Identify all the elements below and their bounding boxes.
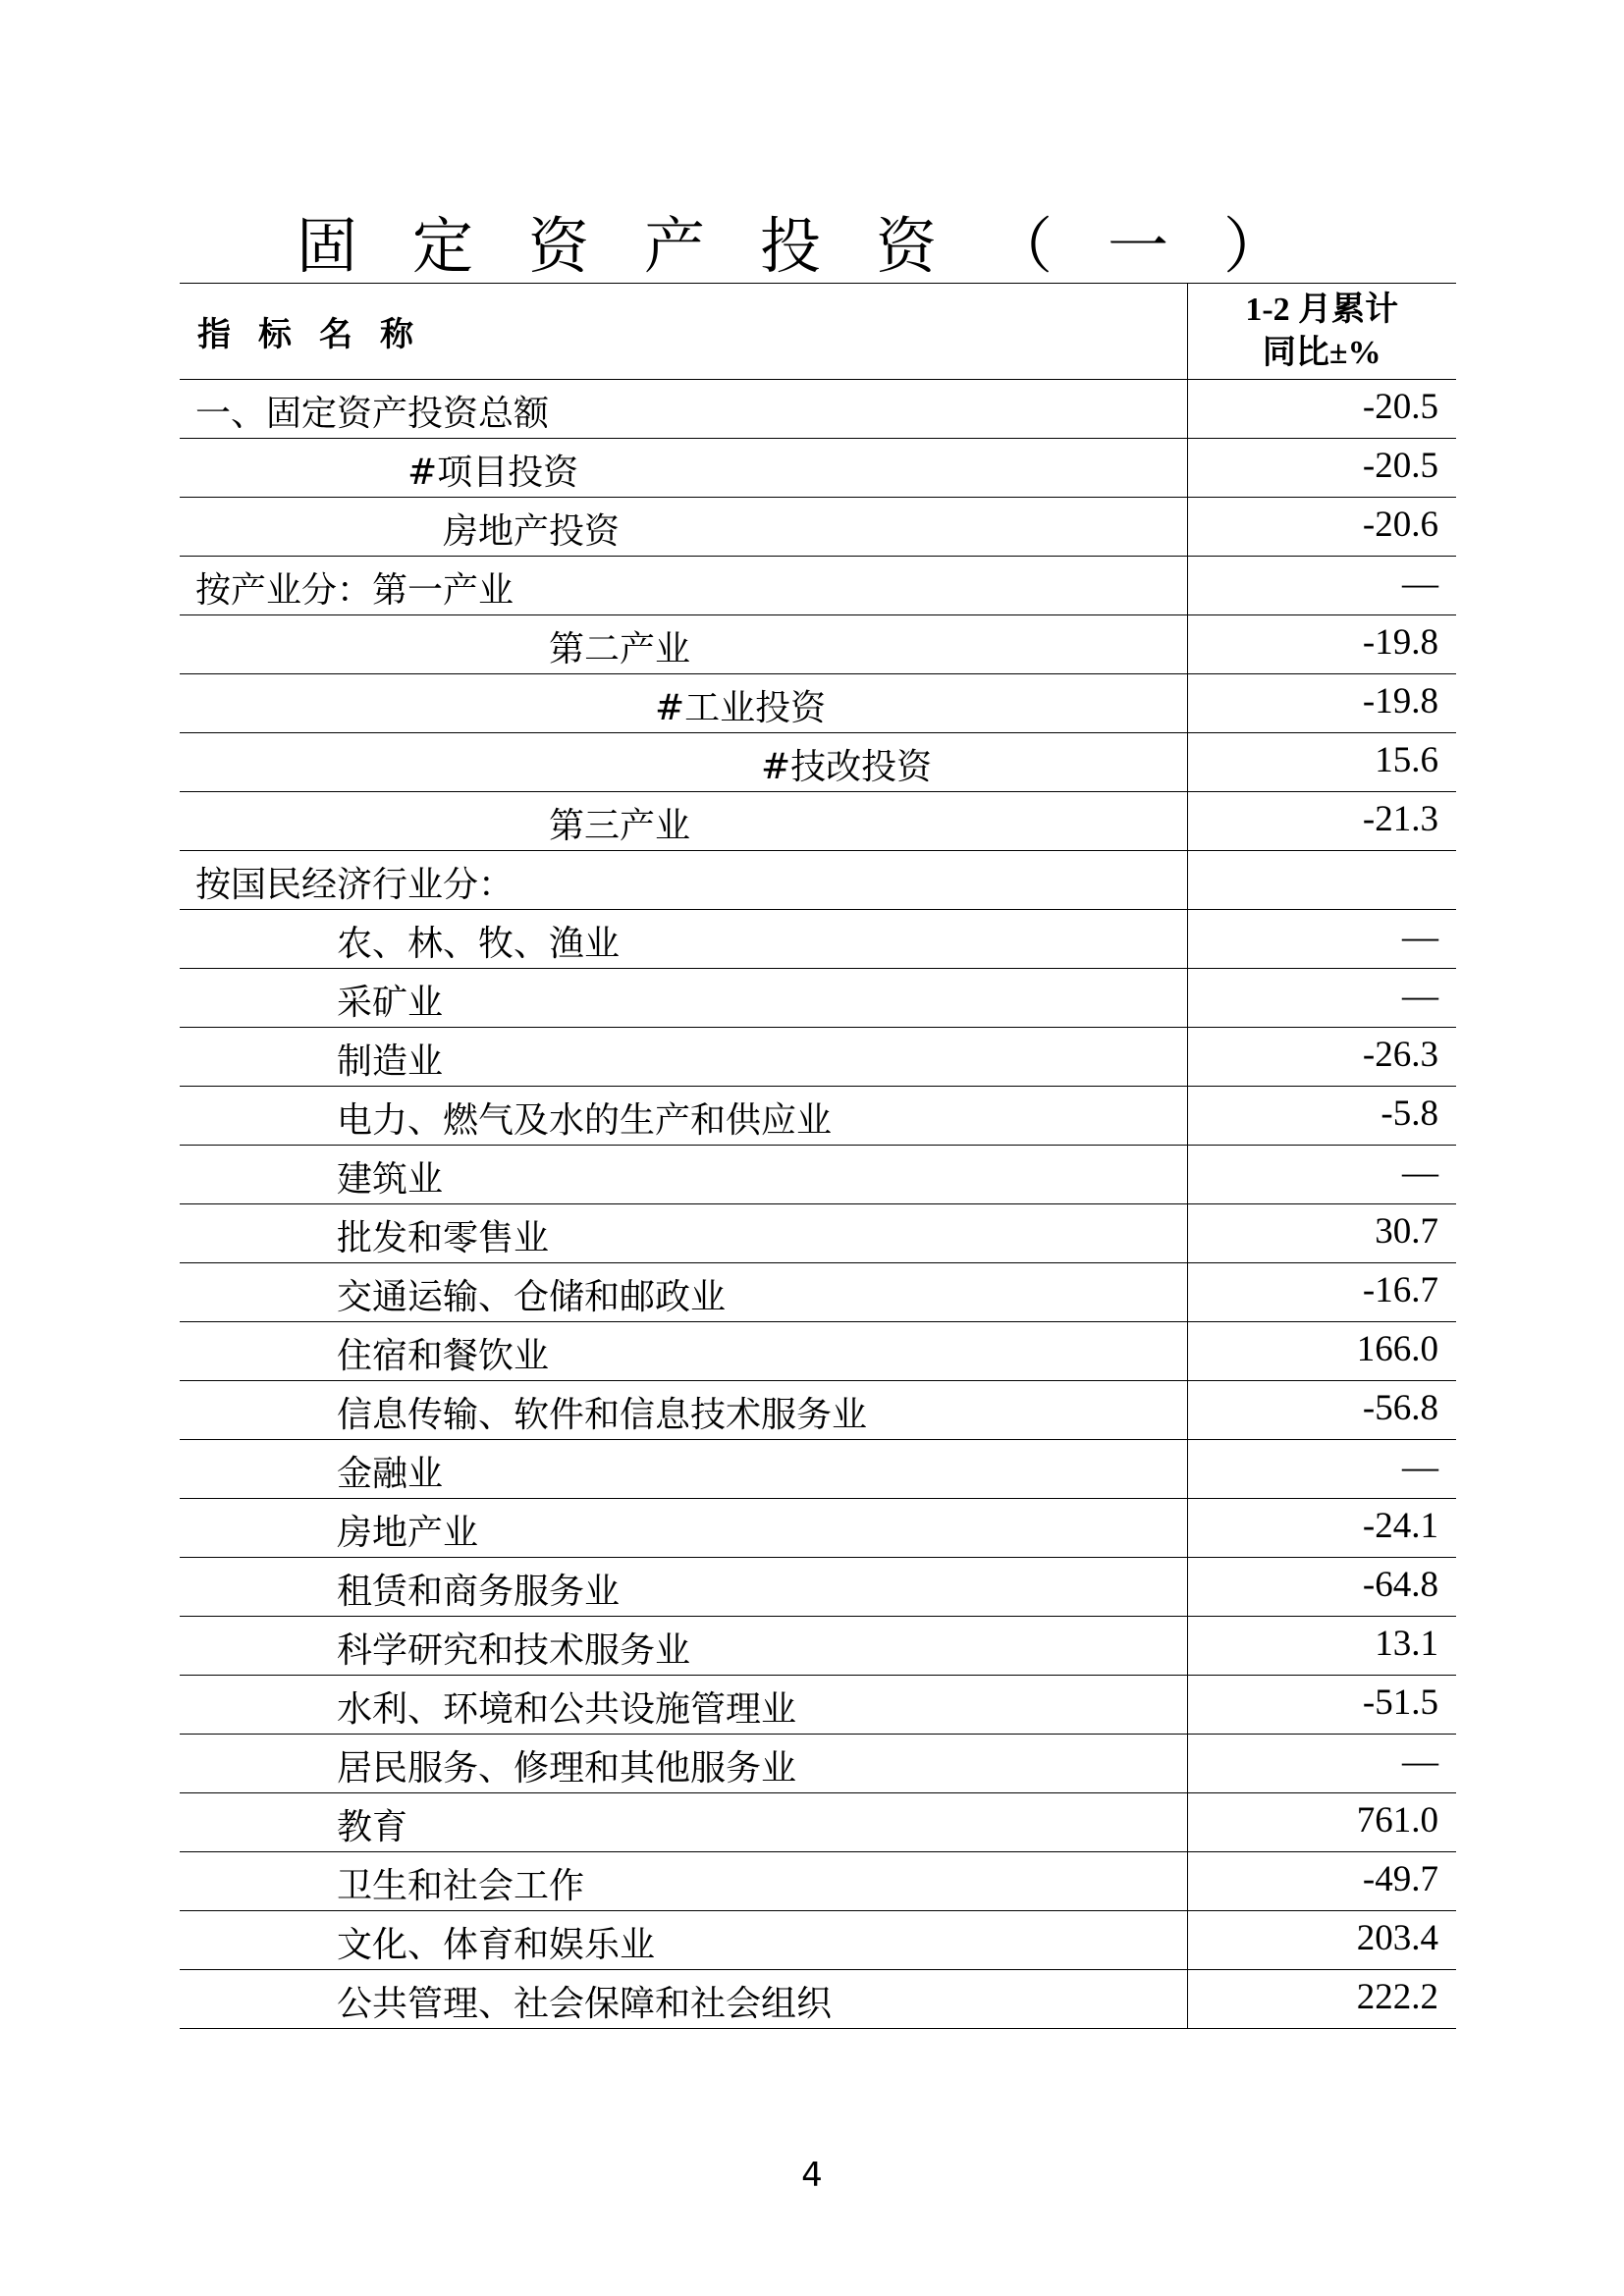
table-row	[180, 1676, 1456, 1735]
indicator-value: -21.3	[1187, 792, 1456, 851]
table-row	[180, 439, 1456, 498]
indicator-name-text: 卫生和社会工作	[337, 1866, 585, 1906]
indicator-value: -19.8	[1187, 674, 1456, 733]
indicator-value: -20.5	[1187, 439, 1456, 498]
indicator-name-text: 建筑业	[337, 1159, 444, 1200]
indicator-name	[180, 557, 1187, 615]
indicator-name-text: 一、固定资产投资总额	[195, 394, 550, 434]
indicator-value: 30.7	[1187, 1204, 1456, 1263]
indicator-name-text: 第二产业	[549, 629, 691, 669]
indicator-name-text: 房地产业	[337, 1513, 479, 1553]
indicator-name	[180, 1263, 1187, 1322]
table-header-row	[180, 284, 1456, 380]
table-row	[180, 1793, 1456, 1852]
table-row	[180, 851, 1456, 910]
indicator-name	[180, 674, 1187, 733]
indicator-value: -24.1	[1187, 1499, 1456, 1558]
indicator-name-text: 农、林、牧、渔业	[337, 924, 621, 964]
indicator-name-text: 电力、燃气及水的生产和供应业	[337, 1100, 833, 1141]
indicator-name	[180, 1499, 1187, 1558]
indicator-name-text: 金融业	[337, 1454, 444, 1494]
table-row	[180, 1911, 1456, 1970]
table-row	[180, 380, 1456, 439]
indicator-name	[180, 1322, 1187, 1381]
indicator-name-text: #工业投资	[655, 688, 827, 728]
indicator-name	[180, 439, 1187, 498]
indicator-value: -20.5	[1187, 380, 1456, 439]
table-row	[180, 615, 1456, 674]
indicator-name	[180, 1911, 1187, 1970]
indicator-name-text: 文化、体育和娱乐业	[337, 1925, 656, 1965]
indicator-name	[180, 1852, 1187, 1911]
indicator-name	[180, 1440, 1187, 1499]
indicator-value: -49.7	[1187, 1852, 1456, 1911]
indicator-value: -5.8	[1187, 1087, 1456, 1146]
indicator-name	[180, 1028, 1187, 1087]
indicator-name-text: 教育	[337, 1807, 408, 1847]
indicator-name	[180, 1793, 1187, 1852]
indicator-name	[180, 1735, 1187, 1793]
indicator-name	[180, 733, 1187, 792]
indicator-name	[180, 1381, 1187, 1440]
indicator-value: -19.8	[1187, 615, 1456, 674]
indicator-value: -56.8	[1187, 1381, 1456, 1440]
indicator-name	[180, 792, 1187, 851]
indicator-value: —	[1187, 1146, 1456, 1204]
indicator-name	[180, 1087, 1187, 1146]
indicator-name	[180, 910, 1187, 969]
indicator-name-text: 水利、环境和公共设施管理业	[337, 1689, 797, 1730]
indicator-name-text: 住宿和餐饮业	[337, 1336, 550, 1376]
table-row	[180, 1499, 1456, 1558]
table-row	[180, 498, 1456, 557]
indicator-value: —	[1187, 557, 1456, 615]
table-row	[180, 1617, 1456, 1676]
indicator-name	[180, 498, 1187, 557]
table-row	[180, 557, 1456, 615]
indicator-value: —	[1187, 910, 1456, 969]
indicator-name-text: 居民服务、修理和其他服务业	[337, 1748, 797, 1789]
table-row	[180, 1970, 1456, 2029]
indicator-value: —	[1187, 1440, 1456, 1499]
table-row	[180, 1087, 1456, 1146]
indicator-name-text: 制造业	[337, 1041, 444, 1082]
table-row	[180, 1735, 1456, 1793]
indicator-name-text: 按产业分：第一产业	[195, 570, 514, 611]
indicator-value	[1187, 851, 1456, 910]
indicator-value: -51.5	[1187, 1676, 1456, 1735]
table-row	[180, 1028, 1456, 1087]
indicator-name-text: 公共管理、社会保障和社会组织	[337, 1984, 833, 2024]
indicator-value: -16.7	[1187, 1263, 1456, 1322]
table-row	[180, 1852, 1456, 1911]
investment-table	[180, 283, 1456, 2029]
indicator-name-text: 批发和零售业	[337, 1218, 550, 1258]
table-row	[180, 792, 1456, 851]
indicator-value: -20.6	[1187, 498, 1456, 557]
indicator-value: —	[1187, 1735, 1456, 1793]
header-indicator-name: 指标名称	[180, 284, 1187, 380]
table-row	[180, 733, 1456, 792]
header-value	[1187, 284, 1456, 380]
table-row	[180, 1322, 1456, 1381]
indicator-value: 166.0	[1187, 1322, 1456, 1381]
indicator-name	[180, 969, 1187, 1028]
indicator-name-text: #项目投资	[407, 453, 579, 493]
table-row	[180, 1204, 1456, 1263]
indicator-value: 203.4	[1187, 1911, 1456, 1970]
table-body	[180, 284, 1456, 2029]
indicator-name	[180, 615, 1187, 674]
table-row	[180, 969, 1456, 1028]
indicator-name-text: 采矿业	[337, 983, 444, 1023]
table-row	[180, 1263, 1456, 1322]
indicator-name	[180, 1970, 1187, 2029]
header-value-line1: 1-2 月累计	[1245, 291, 1399, 328]
indicator-name	[180, 851, 1187, 910]
table-row	[180, 1558, 1456, 1617]
indicator-name	[180, 1558, 1187, 1617]
page-number: 4	[801, 2156, 823, 2195]
indicator-value: 222.2	[1187, 1970, 1456, 2029]
indicator-name	[180, 380, 1187, 439]
page-title: 固定资产投资（一）	[296, 209, 1339, 282]
table-row	[180, 910, 1456, 969]
indicator-value: -26.3	[1187, 1028, 1456, 1087]
indicator-name-text: 交通运输、仓储和邮政业	[337, 1277, 727, 1317]
indicator-name-text: 信息传输、软件和信息技术服务业	[337, 1395, 868, 1435]
indicator-value: 761.0	[1187, 1793, 1456, 1852]
indicator-value: 15.6	[1187, 733, 1456, 792]
indicator-name	[180, 1146, 1187, 1204]
indicator-name	[180, 1676, 1187, 1735]
indicator-name-text: 按国民经济行业分：	[195, 865, 514, 905]
indicator-name-text: 第三产业	[549, 806, 691, 846]
indicator-name	[180, 1204, 1187, 1263]
indicator-name	[180, 1617, 1187, 1676]
header-value-line2: 同比±%	[1262, 334, 1381, 371]
table-row	[180, 674, 1456, 733]
table-row	[180, 1146, 1456, 1204]
table-row	[180, 1440, 1456, 1499]
indicator-value: 13.1	[1187, 1617, 1456, 1676]
table-row	[180, 1381, 1456, 1440]
indicator-value: -64.8	[1187, 1558, 1456, 1617]
indicator-name-text: #技改投资	[761, 747, 933, 787]
indicator-name-text: 科学研究和技术服务业	[337, 1630, 691, 1671]
indicator-value: —	[1187, 969, 1456, 1028]
indicator-name-text: 租赁和商务服务业	[337, 1572, 621, 1612]
indicator-name-text: 房地产投资	[443, 511, 621, 552]
